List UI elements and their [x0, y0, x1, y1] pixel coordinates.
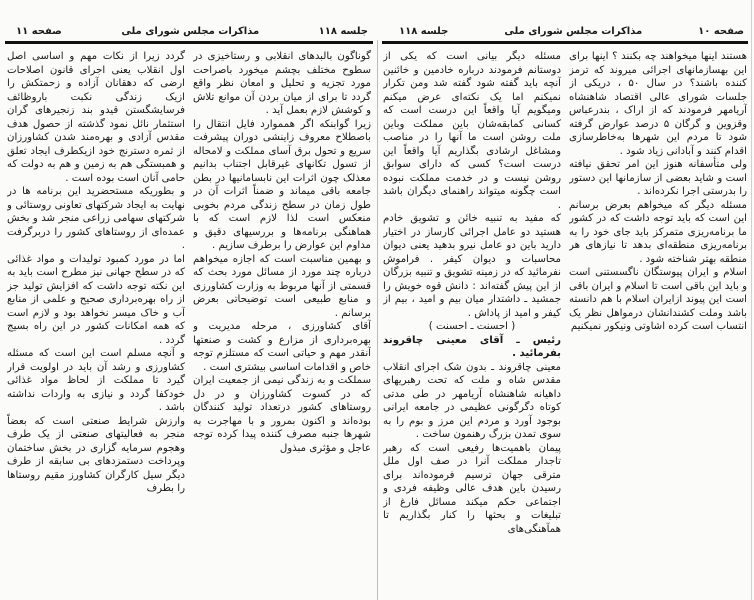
paragraph: و بهمین مناسبت است که اجازه میخواهم درباره چند مورد از مسائل مورد بحث که قسمتی از آنها مربوط به وزارت کشاورزی و منابع طبیعی است توضیحاتی بعرض برسانم . [193, 253, 371, 319]
paragraph: آقای کشاورزی ، مرحله مدیریت و بهره‌برداری از مزارع و کشت و صنعتها آنقدر مهم و حیاتی است که مستلزم توجه خاص و اقدامات اساسی بیشتری است . [193, 321, 371, 373]
text-column-right [569, 50, 747, 550]
page-header [16, 24, 368, 39]
running-title: مذاکرات مجلس شورای ملی [121, 25, 260, 37]
paragraph: وارزش شرایط صنعتی است که بعضاً منجر به فعالیتهای صنعتی از یک طرف وهجوم سرمایه گزاری در بخش ساختمان وپرداخت دستمزدهای بی سابقه از طرف دیگر سیل کارگران کشاورز مقیم روستاها را بطرف [7, 415, 185, 494]
page-number: صفحه ۱۰ [698, 25, 744, 37]
text-column-left [383, 50, 561, 550]
text-column-right [193, 50, 371, 550]
running-title: مذاکرات مجلس شورای ملی [504, 25, 643, 37]
paragraph: معینی چاقروند ـ بدون شک اجرای انقلاب مقدس شاه و ملت که تحت رهبریهای داهیانه شاهنشاه آریامهر در طی مدتی کوتاه دگرگونی عظیمی در جامعه ایرانی بوجود آورد و مردم این مرز و بوم را به سوی تمدن بزرگ رهنمون ساخت . [383, 361, 561, 440]
paragraph: هستند اینها میخواهند چه بکنند ؟ اینها برای این بهسازمانهای اجرائی میروند که ترمز کننده باشند؟ در سال ۵۰ ، دریکی از جلسات شورای عالی اقتصاد شاهنشاه آریامهر فرمودند که از اراک ، بندرعباس وقزوین و گرگان ۵ درصد عوارض گرفته شود تا مردم این شهرها به‌خاطرسازی اقدام کنند و آبادانی زیاد شود . [569, 51, 747, 157]
paragraph: پیمان باهمیت‌ها رفیعی است که رهبر تاجدار مملکت آنرا در صف اول ملل مترقی جهان ترسیم فرموده‌اند برای رسیدن باین هدف عالی وظیفه فردی و اجتماعی حکم میکند مسائل فارغ از تبلیغات و بحثها را کنار بگذاریم تا همآهنگی‌های [383, 442, 561, 535]
applause-note: ( احسنت ـ احسنت ) [428, 321, 516, 332]
paragraph: گوناگون بالبدهای انقلابی و رستاخیزی در سطوح مختلف بچشم میخورد باصراحت مورد تجزیه و تحلیل و امعان نظر واقع گردد تا برای از میان بردن آن موانع تلاش و کوشش لازم بعمل آید . [193, 51, 371, 116]
session-number: جلسه ۱۱۸ [318, 25, 368, 37]
paragraph: و بطوریکه مستحضرید این برنامه ها در نهایت به ایجاد شرکتهای تعاونی روستائی و شرکتهای سهامی زراعی منجر شد و بخش عمده‌ای از روستاهای کشور را دربرگرفت . [7, 186, 185, 251]
paragraph: و آنچه مسلم است این است که مسئله کشاورزی و رشد آن باید در اولویت قرار گیرد تا مملکت از لحاظ مواد غذائی خودکفا گردد و نیازی به واردات نداشته باشد . [7, 348, 185, 413]
book-spine [377, 40, 378, 600]
paragraph: سملکت و به زندگی نیمی از جمعیت ایران که در کسوت کشاورزان و در دل روستاهای کشور درتعداد تولید کنندگان بوده‌اند و اکنون بمرور و با مهاجرت به شهرها جنبه مصرف کننده پیدا کرده توجه عاجل و مؤثری مبذول [193, 375, 371, 454]
paragraph: مسئله دیگر بیانی است که یکی از دوستانم فرمودند درباره خادمین و خائنین آنچه باید گفته شود گفته شد ومن تکرار نمیکنم اما یک نکته‌ای عرض میکنم ومیگویم آیا واقعاً این درست است که کسانی کمابقه‌شان باین مملکت وباین ملت روشن است ما آنها را در مناصب ومشاغل ارشادی بگذاریم آیا واقعاً این درست است؟ کسی که دارای سوابق روشن نیست و در خدمت مملکت نبوده است چگونه میتواند راهنمای دیگران باشد . [383, 51, 561, 211]
page-number: صفحه ۱۱ [16, 25, 62, 37]
paragraph: زیرا گوابنکه اگر همموارد فایل انتقال را باصطلاح معروف زاینشی دوران پیشرفت سریع و تحول برق آسای مملکت و لامحاله از تسول تکانهای غیرقابل اجتناب بدانیم معذلک چون اثرات این نابسامانیها در بطن جامعه باقی میماند و ضمناً اثرات آن در طول زمان در سطح زندگی مردم بخوبی منعکس است لذا لازم است که با هماهنگی برنامه‌ها و بررسیهای دقیق و مداوم این عوارض را برطرف سازیم . [193, 118, 371, 251]
paragraph: ولی متأسفانه هنوز این امر تحقق نیافته است و شاید بعضی از سازمانها این دستور را بدرستی اجرا نکرده‌اند . [569, 159, 747, 197]
text-column-left [7, 50, 185, 550]
session-number: جلسه ۱۱۸ [399, 25, 449, 37]
speaker-line: رئیس ـ آقای معینی چاقروند بفرمائید . [383, 334, 561, 359]
header-rule [5, 41, 373, 44]
paragraph: مسئله دیگر که میخواهم بعرض برسانم این است که باید توجه داشت که در کشور ما برنامه‌ریزی متمرکز باید جای خود را به برنامه‌ریزی منطقه‌ای بدهد تا نیازهای هر منطقه بهتر شناخته شود . [569, 199, 747, 265]
paragraph: که مفید به تنبیه خائن و تشویق خادم هستید دو عامل اجرائی کارساز در اختیار دارید باین دو عامل نیرو بدهید یعنی دیوان محاسبات و دیوان کیفر . فراموش نفرمائید که در زمینه تشویق و تنبیه بزرگان از این پیش گفته‌اند : دانش قوه خویش را جمشید ـ داشتدار میان بیم و امید ، بیم از کیفر و امید از پاداش . [383, 213, 561, 319]
paragraph: گردد زیرا از نکات مهم و اساسی اصل اول انقلاب یعنی اجرای قانون اصلاحات ارضی که دهقانان آزاده و زحمتکش را ازیک زندگی نکبت باروظائف فرسایشگستن قیدو بند زنجیرهای گران استثمار نائل نمود گذشته از حصول هدف مقدس آزادی و بهره‌مند شدن کشاورزان از ثمره دسترنج خود ازیکطرف ایجاد تعلق و همبستگی هم به زمین و هم به دولت که حامی آنان است بوده است . [7, 51, 185, 184]
header-rule [382, 41, 748, 44]
page-header [399, 24, 744, 39]
right-page [379, 0, 754, 600]
paragraph: اما در مورد کمبود تولیدات و مواد غذائی که در سطح جهانی نیز مطرح است باید به این نکته توجه داشت که افزایش تولید جز از راه بهره‌برداری صحیح و علمی از منابع آب و خاک میسر نخواهد بود و لازم است که همه امکانات کشور در این راه بسیج گردد . [7, 253, 185, 346]
paragraph: اسلام و ایران پیوستگان ناگسستنی است و باید این باقی است تا اسلام و ایران باقی است این پیوند ازایران اسلام با هم دانسته باشد وملت کشندانشان درمواهل نظر یک انتساب است کرده اشاوتی ونیکور نمیکنیم [569, 267, 747, 332]
page-edge [751, 0, 752, 600]
